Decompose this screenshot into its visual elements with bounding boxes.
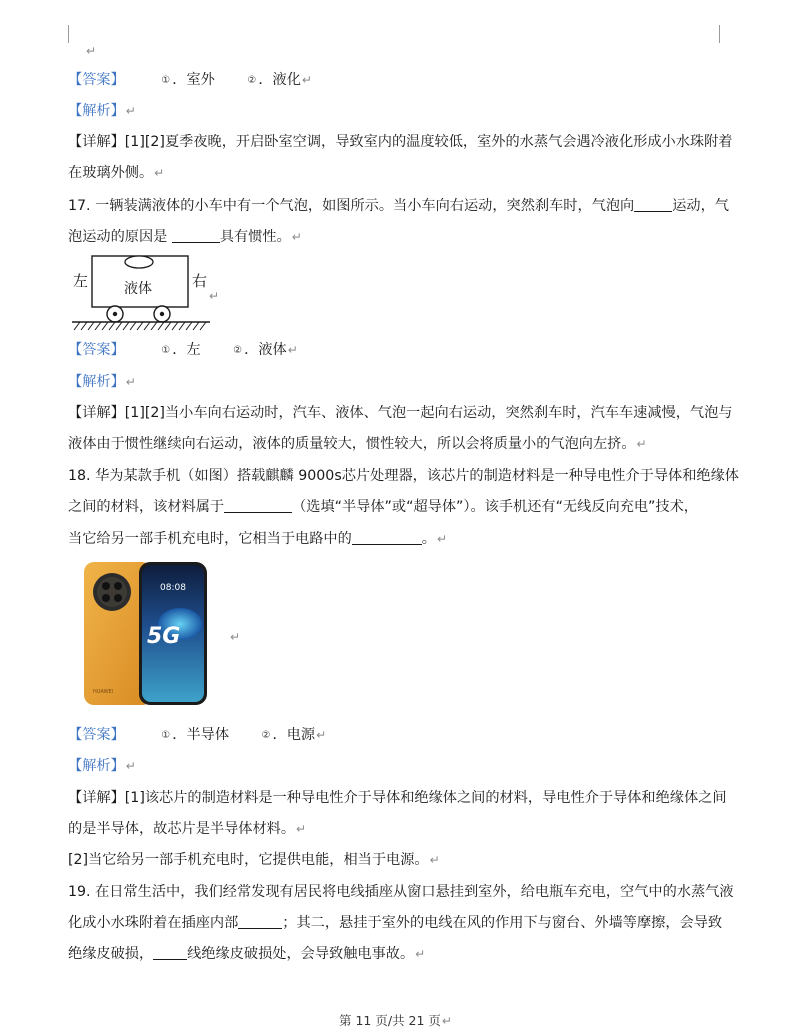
phone-image xyxy=(82,560,210,708)
left-label: 左 xyxy=(73,272,89,290)
answer-2: ．电源 xyxy=(272,727,316,743)
answer-1: ．左 xyxy=(172,342,201,358)
q18-detail-line-2: 的是半导体，故芯片是半导体材料。↵ xyxy=(68,821,307,837)
answer-2: ．液体 xyxy=(244,342,287,358)
detail-text: [1][2]夏季夜晚，开启卧室空调，导致室内的温度较低，室外的水蒸气会遇冷液化形成小水珠附着 xyxy=(124,134,733,150)
screen-time: 08:08 xyxy=(160,583,186,593)
document-page: ↵ 【答案】 ① ．室外 ② ．液化↵ 【解析】↵ 【详解】[1][2]夏季夜晚，开启卧室空调，导致室内的温度较低，室外的水蒸气会遇冷液化形成小水珠附着 在玻璃外侧。↵ 17. 一辆装满液体的小车中有一个气泡，如图所示。当小车向右运动，突然刹车时，气泡向 运动，气 泡运动的原因是 具有惯性。↵ 左 液体 右 ↵ 【答案】 ① ．左 ② ．液体↵ 【解析】↵ 【详解】[1][2]当小车向右运动时，汽车、液体、气泡一起向右运动，突然刹车时，汽车车速减慢，气泡与 液体由于惯性继续向右运动，液体的质量较大，惯性较大，所以会将质量小的气泡向左挤。↵ 18. 华为某款手机（如图）搭载麒麟 9000s芯片处理器，该芯片的制造材料是一种导电性介于导体和绝缘体 之间的材料，该材料属于 （选填“半导体”或“超导体”）。该手机还有“无线反向充电”技术， 当它给另一部手机充电时，它相当于电路中的 。↵ HUAWEI 08:08 5G ↵ 【答案】 ① ．半导体 ② ．电源↵ 【解析】↵ 【详解】[1]该芯片的制造材料是一种导电性介于导体和绝缘体之间的材料，导电性介于导体和绝缘体之间 的是半导体，故芯片是半导体材料。↵ [2]当它给另一部手机充电时，它提供电能，相当于电源。↵ 19. 在日常生活中，我们经常发现有居民将电线插座从窗口悬挂到室外，给电瓶车充电，空气中的水蒸气液 化成小水珠附着在插座内部 ；其二，悬挂于室外的电线在风的作用下与窗台、外墙等摩擦，会导致 绝缘皮破损， 线绝缘皮破损处，会导致触电事故。↵ 第 11 页/共 21 页↵ xyxy=(0,0,791,1033)
corner-mark-right xyxy=(719,25,720,43)
blank xyxy=(153,945,187,960)
q19-stem-line-1: 19. 在日常生活中，我们经常发现有居民将电线插座从窗口悬挂到室外，给电瓶车充电，空气中的水蒸气液 xyxy=(68,884,734,900)
q19-stem-line-3: 绝缘皮破损， 线绝缘皮破损处，会导致触电事故。↵ xyxy=(68,946,426,962)
liquid-label: 液体 xyxy=(124,281,152,297)
q17-stem-line-1: 17. 一辆装满液体的小车中有一个气泡，如图所示。当小车向右运动，突然刹车时，气泡向 运动，气 xyxy=(68,198,729,214)
q16-answer-line: 【答案】 ① ．室外 ② ．液化↵ xyxy=(68,72,312,88)
answer-label: 【答案】 xyxy=(68,342,125,358)
analysis-label: 【解析】 xyxy=(68,374,125,390)
blank xyxy=(634,197,672,212)
q18-stem-line-3: 当它给另一部手机充电时，它相当于电路中的 。↵ xyxy=(68,531,448,547)
q18-detail-line: 【详解】[1]该芯片的制造材料是一种导电性介于导体和绝缘体之间的材料，导电性介于导体和绝缘体之间 xyxy=(68,790,727,806)
q17-analysis-line: 【解析】↵ xyxy=(68,374,136,390)
q19-stem-line-2: 化成小水珠附着在插座内部 ；其二，悬挂于室外的电线在风的作用下与窗台、外墙等摩擦，会导致 xyxy=(68,915,723,931)
q16-detail-line-2: 在玻璃外侧。↵ xyxy=(68,165,165,181)
q18-stem-line-1: 18. 华为某款手机（如图）搭载麒麟 9000s芯片处理器，该芯片的制造材料是一种导电性介于导体和绝缘体 xyxy=(68,468,739,484)
blank xyxy=(224,498,292,513)
q16-detail-line xyxy=(68,132,733,152)
screen-badge: 5G xyxy=(147,624,181,649)
page-number: 第 11 页/共 21 页 xyxy=(339,1013,441,1028)
q18-detail-line-3: [2]当它给另一部手机充电时，它提供电能，相当于电源。↵ xyxy=(68,852,440,868)
bubble-shape xyxy=(125,256,153,268)
answer-2: ．液化 xyxy=(258,72,301,88)
q17-answer-line: 【答案】 ① ．左 ② ．液体↵ xyxy=(68,342,298,358)
phone-illustration xyxy=(82,560,210,708)
brand-label: HUAWEI xyxy=(93,689,114,695)
analysis-label: 【解析】 xyxy=(68,758,125,774)
corner-mark-left xyxy=(68,25,69,43)
answer-label: 【答案】 xyxy=(68,727,125,743)
blank xyxy=(238,914,282,929)
analysis-label: 【解析】 xyxy=(68,103,125,119)
q16-analysis-line: 【解析】↵ xyxy=(68,103,136,119)
q18-answer-line: 【答案】 ① ．半导体 ② ．电源↵ xyxy=(68,727,327,743)
detail-label: 【详解】 xyxy=(68,405,125,421)
page-footer: 第 11 页/共 21 页↵ xyxy=(339,1013,452,1028)
paragraph-mark: ↵ xyxy=(86,44,97,58)
q17-detail-line: 【详解】[1][2]当小车向右运动时，汽车、液体、气泡一起向右运动，突然刹车时，汽车车速减慢，气泡与 xyxy=(68,405,733,421)
detail-label: 【详解】 xyxy=(68,790,125,806)
blank xyxy=(352,530,422,545)
answer-label: 【答案】 xyxy=(68,72,125,88)
answer-1: ．半导体 xyxy=(172,727,230,743)
right-label: 右 xyxy=(192,272,208,290)
q17-detail-line-2: 液体由于惯性继续向右运动，液体的质量较大，惯性较大，所以会将质量小的气泡向左挤。↵ xyxy=(68,436,647,452)
ground-hatching xyxy=(74,322,206,330)
q18-stem-line-2: 之间的材料，该材料属于 （选填“半导体”或“超导体”）。该手机还有“无线反向充电”技术， xyxy=(68,499,698,515)
q17-stem-line-2: 泡运动的原因是 具有惯性。↵ xyxy=(68,229,302,245)
answer-1: ．室外 xyxy=(172,72,215,88)
detail-label: 【详解】 xyxy=(68,134,125,150)
blank xyxy=(172,228,220,243)
q18-analysis-line: 【解析】↵ xyxy=(68,758,136,774)
